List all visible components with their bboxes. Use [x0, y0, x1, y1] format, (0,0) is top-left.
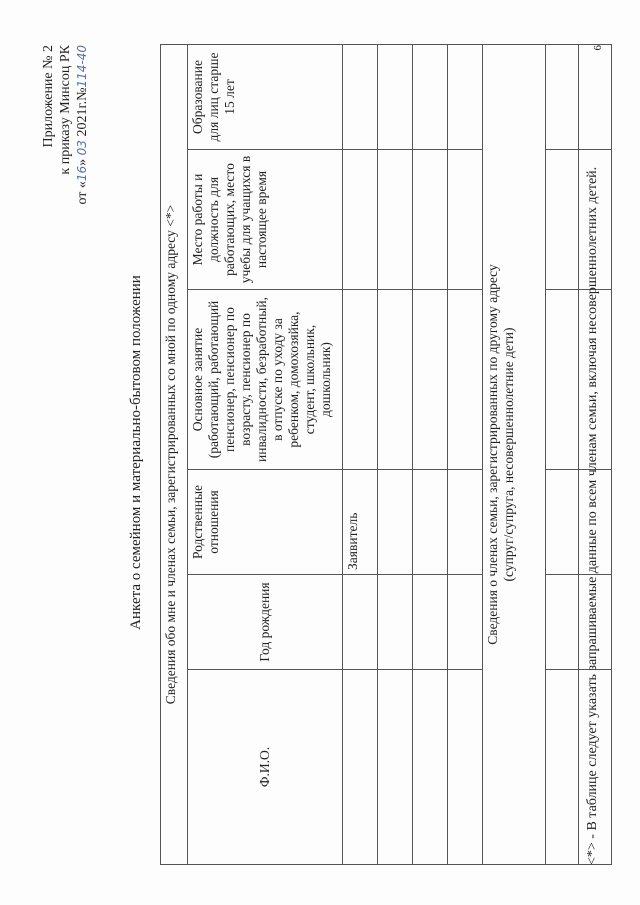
table-cell [343, 150, 378, 290]
table-cell [413, 150, 448, 290]
table-cell [448, 290, 483, 470]
table-cell [448, 470, 483, 575]
table-cell [413, 44, 448, 149]
table-cell [546, 575, 579, 670]
table-cell [343, 670, 378, 865]
table-cell [378, 470, 413, 575]
section2-line2: (супруг/супруга, несовершеннолетние дети) [501, 327, 516, 582]
date-year: 2021г.№ [75, 87, 90, 137]
appendix-line2: к приказу Минсоц РК [58, 45, 73, 175]
table-cell [448, 670, 483, 865]
page-number: 6 [592, 45, 604, 51]
footnote: <*> - В таблице следует указать запрашиваемые данные по всем членам семьи, включая несовершеннолетних детей. [585, 166, 600, 865]
applicant-cell: Заявитель [343, 470, 378, 575]
table-cell [378, 150, 413, 290]
table-cell [546, 670, 579, 865]
table-cell [413, 670, 448, 865]
col-education: Образование для лиц старше 15 лет [188, 44, 343, 149]
document-title: Анкета о семейном и материально-бытовом положении [128, 275, 144, 630]
date-sep: » [75, 158, 90, 166]
date-prefix: от « [75, 181, 90, 205]
table-cell [546, 470, 579, 575]
col-fio: Ф.И.О. [188, 670, 343, 865]
handwritten-number: 114-40 [75, 45, 89, 88]
table-cell [448, 44, 483, 149]
col-workplace: Место работы и должность для работающих, место учебы для учащихся в настоящее время [188, 150, 343, 290]
appendix-line1: Приложение № 2 [41, 45, 56, 148]
table-cell [546, 150, 579, 290]
table-cell [413, 470, 448, 575]
table-cell [343, 44, 378, 149]
table-cell [579, 44, 612, 149]
col-relation: Родственные отношения [188, 470, 343, 575]
table-cell [413, 290, 448, 470]
table-cell [413, 575, 448, 670]
family-table [160, 44, 612, 865]
table-cell [378, 290, 413, 470]
table-cell [546, 44, 579, 149]
table-cell [378, 575, 413, 670]
table-cell [448, 575, 483, 670]
section2-heading [483, 44, 546, 864]
table-cell [343, 290, 378, 470]
col-occupation: Основное занятие (работающий, работающий пенсионер, пенсионер по возрасту, пенсионер по инвалидности, безработный, в отпуске по уходу за ребенком, домохозяйка, студент, школьник, дошкольник) [188, 290, 343, 470]
section2-line1: Сведения о членах семьи, зарегистрированных по другому адресу [485, 264, 500, 645]
handwritten-month: 03 [75, 140, 89, 156]
appendix-date [74, 45, 91, 205]
table-cell [378, 44, 413, 149]
appendix-header [40, 45, 91, 205]
table-cell [378, 670, 413, 865]
col-birth-year: Год рождения [188, 575, 343, 670]
table-cell [448, 150, 483, 290]
section1-heading: Сведения обо мне и членах семьи, зарегистрированных со мной по одному адресу <*> [161, 44, 188, 864]
handwritten-day: 16 [75, 165, 89, 182]
table-cell [343, 575, 378, 670]
table-cell [546, 290, 579, 470]
